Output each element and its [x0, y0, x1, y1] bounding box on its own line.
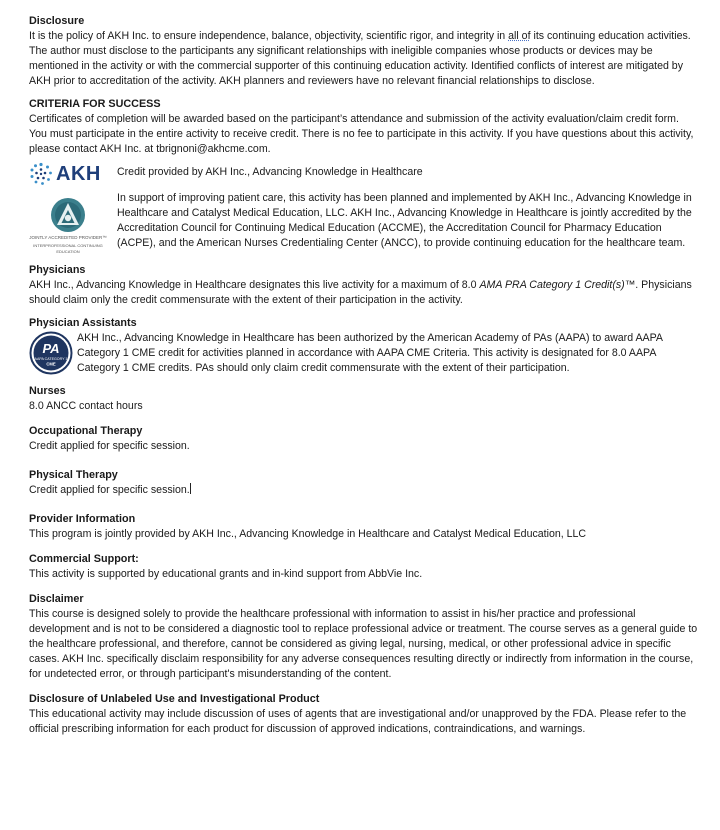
- unlabeled-use-heading: Disclosure of Unlabeled Use and Investigational Product: [29, 693, 320, 705]
- aapa-cme-logo-icon: [29, 331, 73, 375]
- akh-logo-text: AKH: [56, 163, 101, 185]
- provider-information-body: This program is jointly provided by AKH Inc., Advancing Knowledge in Healthcare and Catalyst Medical Education, LLC: [29, 528, 587, 540]
- text-cursor: [190, 483, 191, 494]
- physicians-credit-name: AMA PRA Category 1 Credit(s): [479, 279, 625, 291]
- commercial-support-section: [29, 552, 698, 582]
- commercial-support-body: This activity is supported by educational grants and in-kind support from AbbVie Inc.: [29, 568, 423, 580]
- disclosure-heading: Disclosure: [29, 15, 85, 27]
- physical-therapy-body-text: Credit applied for specific session.: [29, 484, 190, 496]
- physicians-body-part-2: ™. Physicians should claim only the credit commensurate with the extent of their participation in the activity.: [29, 279, 692, 306]
- nurses-heading: Nurses: [29, 385, 66, 397]
- disclosure-body: [29, 29, 698, 89]
- physician-assistants-heading: Physician Assistants: [29, 317, 137, 329]
- akh-logo: [29, 159, 107, 189]
- provider-information-section: [29, 512, 698, 542]
- physician-assistants-row: [29, 331, 698, 376]
- physician-assistants-body: AKH Inc., Advancing Knowledge in Healthcare has been authorized by the American Academy of PAs (AAPA) to award AAPA Category 1 CME credit for activities planned in accordance with AAPA CME Criteria. This activity is designated for 8.0 AAPA Category 1 CME credits. PAs should only claim credit commensurate with the extent of their participation.: [77, 332, 663, 374]
- physical-therapy-heading: Physical Therapy: [29, 469, 118, 481]
- joint-accreditation-icon: [50, 197, 86, 233]
- occupational-therapy-section: [29, 424, 698, 454]
- provider-information-heading: Provider Information: [29, 513, 136, 525]
- occupational-therapy-body: Credit applied for specific session.: [29, 440, 190, 452]
- commercial-support-heading: Commercial Support:: [29, 553, 139, 565]
- joint-accreditation-row: [29, 191, 698, 255]
- physician-assistants-section: [29, 316, 698, 376]
- joint-accreditation-logo: [29, 191, 107, 255]
- disclaimer-section: [29, 592, 698, 682]
- aapa-logo-category: AAPA CATEGORY 1: [34, 357, 68, 361]
- physicians-body-part-1: AKH Inc., Advancing Knowledge in Healthcare designates this live activity for a maximum of 8.0: [29, 279, 480, 291]
- joint-accreditation-caption-1: JOINTLY ACCREDITED PROVIDER™: [29, 235, 107, 240]
- unlabeled-use-section: [29, 692, 698, 737]
- physicians-body: [29, 278, 698, 308]
- aapa-logo-cme: CME: [46, 361, 56, 367]
- nurses-section: [29, 384, 698, 414]
- akh-credit-row: [29, 159, 698, 189]
- disclosure-section: [29, 14, 698, 89]
- physical-therapy-section: [29, 468, 698, 498]
- joint-accreditation-text: In support of improving patient care, this activity has been planned and implemented by AKH Inc., Advancing Knowledge in Healthcare and Catalyst Medical Education, LLC. AKH Inc., Advancing Knowledge in Healthcare is jointly accredited by the Accreditation Council for Continuing Medical Education (ACCME), the Accreditation Council for Pharmacy Education (ACPE), and the American Nurses Credentialing Center (ANCC), to provide continuing education for the healthcare team.: [117, 192, 692, 249]
- criteria-body: Certificates of completion will be awarded based on the participant’s attendance and submission of the activity evaluation/claim credit form. You must participate in the entire activity to receive credit. There is no fee to participate in this activity. If you have questions about this activity, please contact AKH Inc. at tbrignoni@akhcme.com.: [29, 113, 694, 155]
- disclosure-body-part-1: It is the policy of AKH Inc. to ensure independence, balance, objectivity, scientific rigor, and integrity in: [29, 30, 509, 42]
- criteria-section: [29, 97, 698, 157]
- occupational-therapy-heading: Occupational Therapy: [29, 425, 143, 437]
- physical-therapy-body: [29, 483, 698, 498]
- disclosure-body-part-2: its continuing education activities. The author must disclose to the participants any significant relationships with ineligible companies whose products or devices may be mentioned in the activity or with the commercial supporter of this continuing education activity. Identified conflicts of interest are mitigated by AKH prior to accreditation of the activity. AKH planners and reviewers have no relevant financial relationships to disclose.: [29, 30, 691, 87]
- disclaimer-body: This course is designed solely to provide the healthcare professional with information to assist in his/her practice and professional development and is not to be considered a diagnostic tool to replace professional advice or treatment. The course serves as a general guide to the healthcare professional, and therefore, cannot be considered as giving legal, nursing, medical, or other professional advice in specific cases. AKH Inc. specifically disclaim responsibility for any adverse consequences resulting directly or indirectly from information in the course, for undetected error, or through participant's misunderstanding of the content.: [29, 608, 698, 680]
- physicians-heading: Physicians: [29, 264, 86, 276]
- nurses-body: 8.0 ANCC contact hours: [29, 400, 143, 412]
- aapa-logo-pa: PA: [42, 341, 60, 356]
- akh-dots-icon: [29, 162, 53, 186]
- joint-accreditation-caption-2: INTERPROFESSIONAL CONTINUING EDUCATION: [33, 243, 103, 254]
- akh-credit-line: Credit provided by AKH Inc., Advancing Knowledge in Healthcare: [117, 166, 423, 178]
- disclosure-body-marked: all of: [508, 30, 531, 42]
- disclaimer-heading: Disclaimer: [29, 593, 84, 605]
- criteria-heading: CRITERIA FOR SUCCESS: [29, 98, 161, 110]
- physicians-section: [29, 263, 698, 308]
- unlabeled-use-body: This educational activity may include discussion of uses of agents that are investigational and/or unapproved by the FDA. Please refer to the official prescribing information for each product for discussion of approved indications, contraindications, and warnings.: [29, 708, 687, 735]
